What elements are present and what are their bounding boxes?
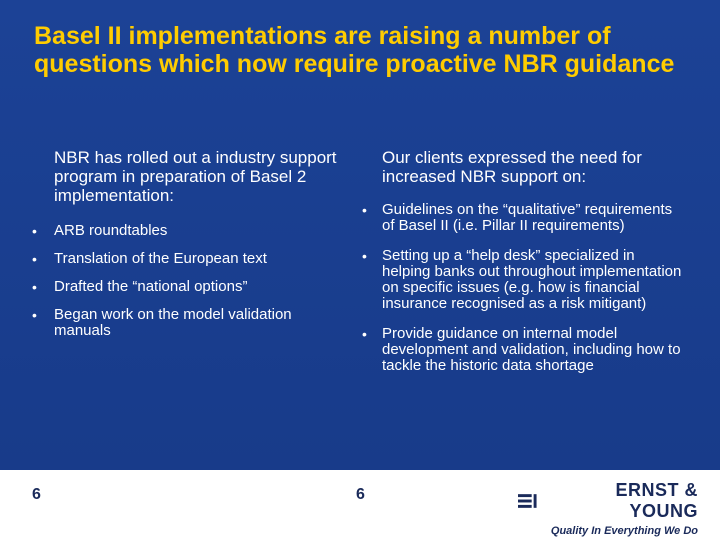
left-bullet-list (32, 223, 352, 339)
list-item (32, 251, 352, 267)
list-item (362, 326, 682, 374)
logo-text: ERNST & YOUNG (615, 480, 698, 521)
bullet-icon: • (32, 307, 37, 323)
bullet-text: Guidelines on the “qualitative” requirements of Basel II (i.e. Pillar II requirements) (382, 201, 673, 234)
bullet-text: Provide guidance on internal model development and validation, including how to tackle the historic data shortage (382, 325, 681, 374)
list-item (362, 202, 682, 234)
list-item (32, 223, 352, 239)
logo-tagline: Quality In Everything We Do (550, 525, 698, 537)
right-bullet-list (362, 202, 682, 374)
slide-title: Basel II implementations are raising a number of questions which now require proactive NBR guidance (34, 22, 675, 78)
bullet-text: ARB roundtables (54, 222, 168, 239)
bullet-icon: • (32, 251, 37, 267)
list-item (32, 279, 352, 295)
list-item (362, 248, 682, 312)
list-item (32, 307, 352, 339)
left-column (32, 148, 352, 351)
bullet-text: Setting up a “help desk” specialized in helping banks out throughout implementation on specific issues (e.g. how is financial insurance recognised as a risk mitigant) (382, 247, 682, 312)
ernst-young-logo (518, 480, 698, 537)
page-number-center: 6 (356, 486, 365, 503)
bullet-icon: • (362, 248, 367, 264)
bullet-icon: • (32, 279, 37, 295)
bullet-text: Began work on the model validation manuals (54, 306, 292, 339)
bullet-icon: • (362, 202, 367, 218)
left-intro: NBR has rolled out a industry support program in preparation of Basel 2 implementation: (54, 148, 337, 205)
bullet-text: Drafted the “national options” (54, 278, 248, 295)
bullet-icon: • (362, 326, 367, 342)
logo-bars-icon (518, 493, 539, 509)
page-number-left: 6 (32, 486, 41, 503)
bullet-text: Translation of the European text (54, 250, 267, 267)
right-column (362, 148, 682, 388)
logo-mark (518, 480, 698, 522)
bullet-icon: • (32, 223, 37, 239)
right-intro: Our clients expressed the need for increased NBR support on: (382, 148, 642, 186)
